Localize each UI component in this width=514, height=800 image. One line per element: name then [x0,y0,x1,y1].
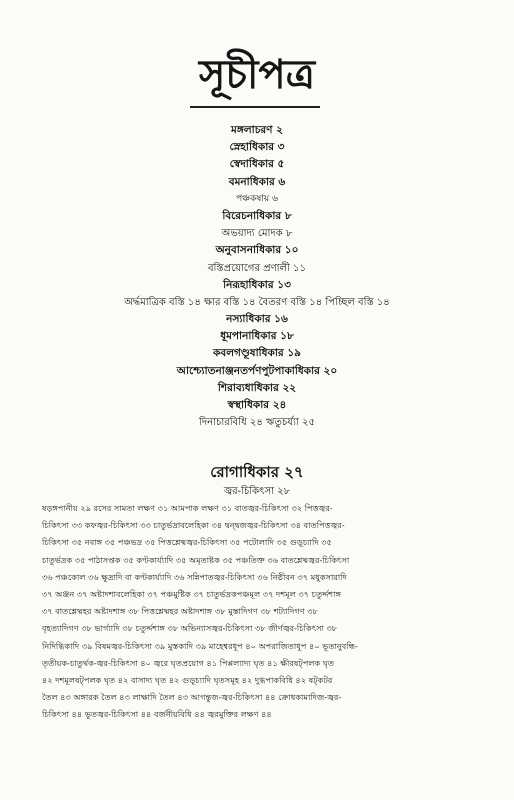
toc-entry: স্নেহাধিকার ৩ [229,141,285,154]
paragraph-line: তৈল ৪৩ অঙ্গারক তৈল ৪৩ লাক্ষাদি তৈল ৪৩ আগন্তুজ-জ্বর-চিকিৎসা ৪৪ ক্রোধকামাদিজ-জ্বর- [42,692,342,703]
toc-entry: বমনাধিকার ৬ [228,175,286,188]
paragraph-line: তৃতীয়ক-চাতুর্থক-জ্বর-চিকিৎসা ৪০ জ্বরে ঘৃতপ্রয়োগ ৪১ পিপ্পল্যাদ্য ঘৃত ৪১ ক্ষীরষট্পলক ঘৃত [42,657,335,668]
toc-entry: অভয়াদ্য মোদক ৮ [221,228,293,240]
toc-list [0,122,514,431]
toc-entry: অনুবাসনাধিকার ১০ [215,244,299,257]
toc-entry: নস্যাধিকার ১৬ [226,313,288,326]
paragraph-line: ৩৭ অঞ্জন ৩৭ অষ্টাদশাবলেহিকা ৩৭ পঞ্চমুষ্টিক ৩৭ চাতুর্ভদ্রকপঞ্চমূল ৩৭ দশমূল ৩৭ চতুর্দ্দশাঙ্গ [42,588,341,599]
toc-entry: স্বস্থাধিকার ২৪ [227,399,287,411]
toc-entry: দিনাচারবিধি ২৪ ঋতুচর্য্যা ২৫ [199,417,315,429]
section-heading: রোগাধিকার ২৭ [210,463,304,481]
paragraph-line: চিকিৎসা ৩৩ কফজ্বর-চিকিৎসা ৩৩ চাতুর্ভদ্রাবলেহিকা ৩৪ দ্বন্দ্বজজ্বর-চিকিৎসা ৩৪ বাতপিত্তজ্বর- [42,520,345,531]
paragraph-line: ৩৭ বাতশ্লেষ্মহর অষ্টাদশাঙ্গ ৩৮ পিত্তশ্লেষ্মহর অষ্টাদশাঙ্গ ৩৮ মুস্তাদিগণ ৩৮ শট্যাদিগণ ৩৮ [42,606,318,617]
section-subheading: জ্বর-চিকিৎসা ২৮ [223,486,291,497]
toc-entry: বস্তিপ্রয়োগের প্রণালী ১১ [207,262,307,274]
index-paragraph [42,500,482,723]
paragraph-line: ৩৬ পঞ্চকোল ৩৬ ক্ষুদ্রাদি বা কণ্টকার্য্যাদি ৩৬ সন্নিপাতজ্বর-চিকিৎসা ৩৬ নিষ্ঠীবন ৩৭ মধুকসারাদি [42,571,347,582]
page-title: সূচীপত্র [199,51,315,98]
toc-entry: আশ্চ্যোতনাঞ্জনতর্পণপুটপাকাধিকার ২০ [176,364,338,377]
paragraph-line: চিকিৎসা ৪৪ ভূতজ্বর-চিকিৎসা ৪৪ বর্জনীয়বিধি ৪৪ জ্বরমুক্তির লক্ষণ ৪৪ [42,709,272,720]
toc-entry: অর্দ্ধমাত্রিক বস্তি ১৪ ক্ষার বস্তি ১৪ বৈতরণ বস্তি ১৪ পিচ্ছিল বস্তি ১৪ [124,296,390,308]
toc-entry: কবলগণ্ডূষাধিকার ১৯ [213,347,301,360]
title-underline [190,106,320,108]
toc-entry: নিরূহাধিকার ১৩ [223,278,291,291]
paragraph-line: ৪২ দশমূলষট্পলক ঘৃত ৪২ বাসাদ্য ঘৃত ৪২ গুড়ূচ্যাদি ঘৃতসমূহ ৪২ দুগ্ধপাকবিধি ৪২ ষট্কটর [42,674,333,685]
paragraph-line: চিকিৎসা ৩৫ নবাঙ্গ ৩৫ পঞ্চভদ্র ৩৫ পিত্তশ্লেষ্মজ্বর-চিকিৎসা ৩৫ পটোলাদি ৩৫ গুড়ূচ্যাদি ৩৫ [42,537,332,548]
paragraph-line: নিদিগ্ধিকাদি ৩৯ বিষমজ্বর-চিকিৎসা ৩৯ মুস্তকাদি ৩৯ মাহেশ্বরধূপ ৪০ অপরাজিতাধূপ ৪০ ভূতানুবন্ধি- [42,640,358,651]
toc-entry: পঞ্চকষায় ৬ [236,193,278,204]
toc-entry: শিরাব্যধাধিকার ২২ [217,381,297,394]
paragraph-line: বৃহত্যাদিগণ ৩৮ ভার্গ্যাদি ৩৮ চতুর্দ্দশাঙ্গ ৩৮ অভিন্যাসজ্বর-চিকিৎসা ৩৮ জীর্ণজ্বর-চিকিৎসা ৩৮ [42,623,338,634]
paragraph-line: চাতুর্ভদ্রক ৩৫ পাঠাসপ্তক ৩৫ কণ্টকার্য্যাদি ৩৫ অমৃতাষ্টক ৩৫ পঞ্চতিক্ত ৩৬ বাতশ্লেষ্মজ্বর-চিকিৎসা [42,554,350,565]
toc-entry: স্বেদাধিকার ৫ [229,158,285,171]
toc-entry: মঙ্গলাচরণ ২ [231,124,283,136]
toc-entry: বিরেচনাধিকার ৮ [222,209,292,222]
paragraph-line: ষড়ঙ্গপানীয় ২৯ রসের সামতা লক্ষণ ৩১ আমপাক লক্ষণ ৩১ বাতজ্বর-চিকিৎসা ৩২ পিত্তজ্বর- [42,503,333,513]
toc-entry: ধূমপানাধিকার ১৮ [220,330,294,343]
